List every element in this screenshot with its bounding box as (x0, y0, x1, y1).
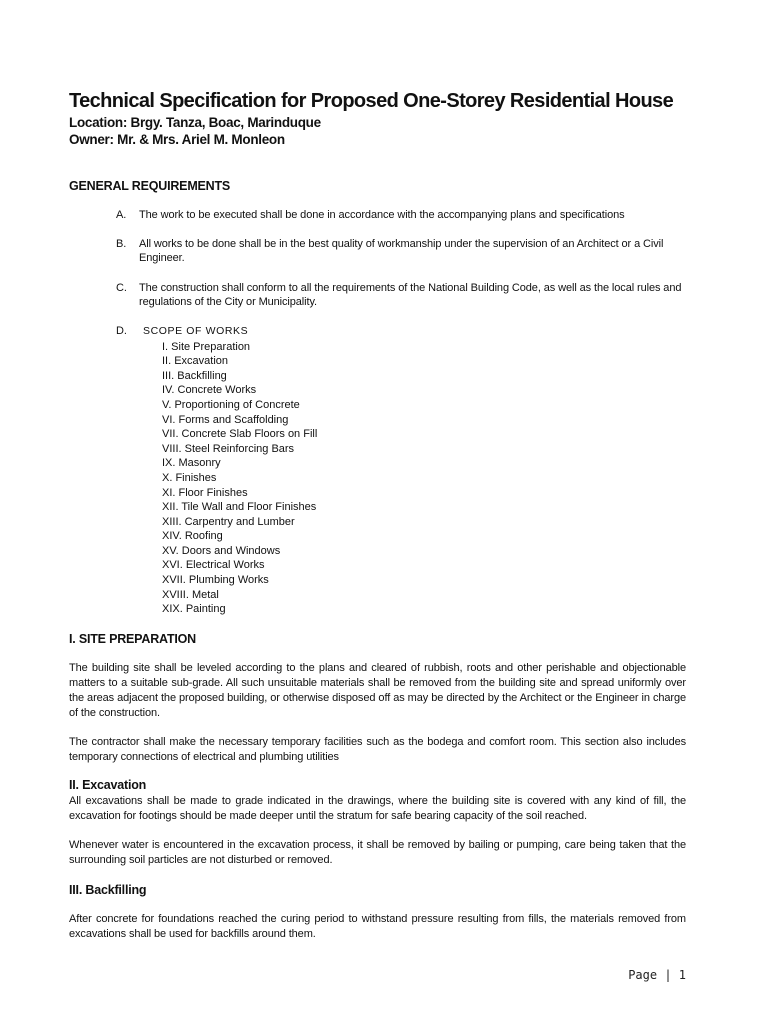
scope-item: XV. Doors and Windows (162, 544, 281, 557)
scope-item: XII. Tile Wall and Floor Finishes (162, 501, 317, 514)
scope-item: XIV. Roofing (162, 530, 223, 543)
requirement-letter: A. (116, 209, 127, 221)
scope-item: XIX. Painting (162, 603, 226, 616)
scope-of-works-list (162, 340, 686, 617)
scope-item: IV. Concrete Works (162, 384, 257, 397)
scope-item: VIII. Steel Reinforcing Bars (162, 442, 295, 455)
scope-item: II. Excavation (162, 355, 229, 368)
requirement-text: The construction shall conform to all the requirements of the National Building Code, as well as the local rules and regulations of the City or Municipality. (139, 281, 682, 309)
scope-of-works-title: SCOPE OF WORKS (143, 324, 249, 337)
site-preparation-paragraph: The building site shall be leveled according to the plans and cleared of rubbish, roots and other perishable and objectionable matters to a suitable sub-grade. All such unsuitable materials shall be removed from the building site and spread uniformly over the areas adjacent the proposed building, or otherwise disposed off as may be directed by the Architect or the Engineer in charge of the construction. (69, 661, 686, 719)
requirement-a (69, 208, 686, 223)
scope-item: XVI. Electrical Works (162, 559, 265, 572)
requirement-letter: D. (116, 324, 127, 337)
document-location: Location: Brgy. Tanza, Boac, Marinduque (69, 115, 321, 130)
scope-item: XVII. Plumbing Works (162, 574, 269, 587)
general-requirements-heading: GENERAL REQUIREMENTS (69, 179, 231, 193)
excavation-paragraph: All excavations shall be made to grade indicated in the drawings, where the building site is covered with any kind of fill, the excavation for footings should be made deeper until the stratum for safe bearing capacity of the soil reached. (69, 794, 686, 822)
requirement-d (69, 324, 686, 339)
scope-item: I. Site Preparation (162, 340, 251, 353)
requirement-b (69, 237, 686, 266)
document-page (69, 88, 686, 942)
temporary-facilities-paragraph: The contractor shall make the necessary temporary facilities such as the bodega and comfort room. This section also includes temporary connections of electrical and plumbing utilities (69, 735, 686, 763)
scope-item: X. Finishes (162, 471, 217, 484)
site-preparation-heading: I. SITE PREPARATION (69, 631, 196, 646)
scope-item: XIII. Carpentry and Lumber (162, 515, 295, 528)
requirement-text: The work to be executed shall be done in accordance with the accompanying plans and specifications (139, 209, 625, 221)
water-removal-paragraph: Whenever water is encountered in the excavation process, it shall be removed by bailing or pumping, care being taken that the surrounding soil particles are not disturbed or removed. (69, 838, 686, 866)
scope-item: VI. Forms and Scaffolding (162, 413, 289, 426)
document-title: Technical Specification for Proposed One-Storey Residential House (69, 90, 674, 112)
requirement-c (69, 281, 686, 310)
requirement-letter: B. (116, 237, 127, 250)
document-owner: Owner: Mr. & Mrs. Ariel M. Monleon (69, 132, 285, 147)
scope-item: VII. Concrete Slab Floors on Fill (162, 428, 318, 441)
backfilling-heading: III. Backfilling (69, 882, 147, 897)
requirement-letter: C. (116, 281, 127, 294)
excavation-heading: II. Excavation (69, 777, 147, 792)
scope-item: IX. Masonry (162, 457, 221, 470)
scope-item: III. Backfilling (162, 369, 227, 382)
requirement-text: All works to be done shall be in the best quality of workmanship under the supervision of an Architect or a Civil Engineer. (139, 237, 664, 265)
page-number: Page | 1 (628, 968, 686, 982)
scope-item: XVIII. Metal (162, 588, 219, 601)
scope-item: V. Proportioning of Concrete (162, 398, 300, 411)
backfilling-paragraph: After concrete for foundations reached the curing period to withstand pressure resulting from fills, the materials removed from excavations shall be used for backfills around them. (69, 912, 686, 940)
scope-item: XI. Floor Finishes (162, 486, 248, 499)
